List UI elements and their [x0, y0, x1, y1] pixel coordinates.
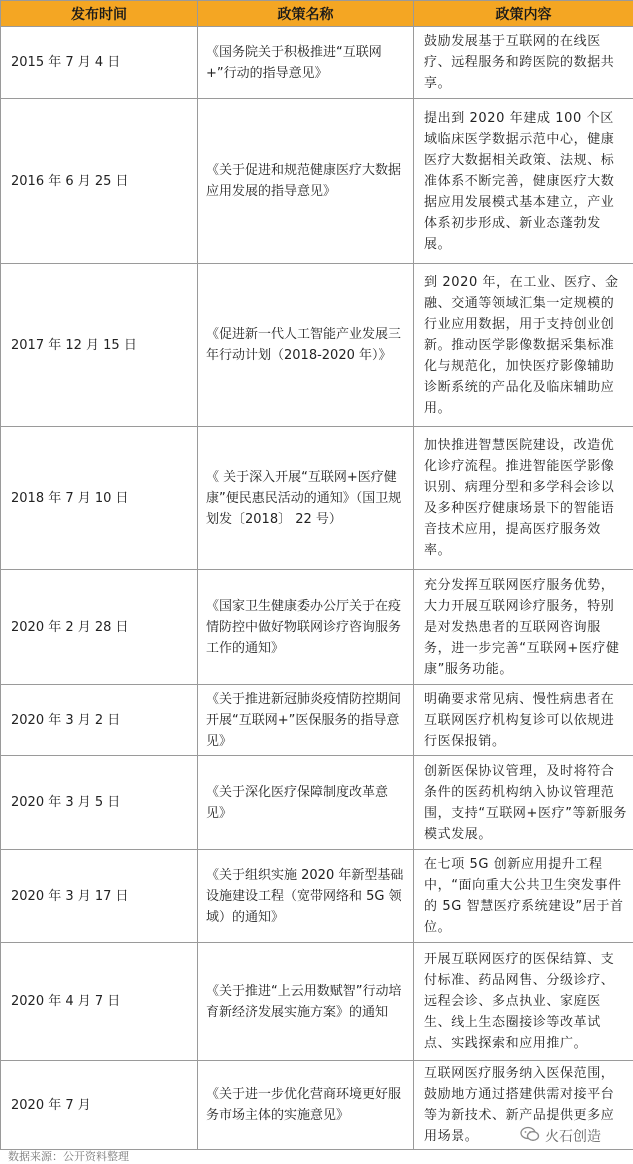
cell-date: 2016 年 6 月 25 日 [1, 99, 198, 264]
wechat-icon [520, 1124, 540, 1148]
cell-policy-content: 创新医保协议管理，及时将符合条件的医药机构纳入协议管理范围，支持“互联网+医疗”等新服务模式发展。 [414, 756, 633, 850]
cell-policy-name: 《关于推进“上云用数赋智”行动培育新经济发展实施方案》的通知 [198, 943, 414, 1061]
table-header-row [1, 1, 633, 27]
cell-policy-name: 《国家卫生健康委办公厅关于在疫情防控中做好物联网诊疗咨询服务工作的通知》 [198, 570, 414, 685]
cell-date: 2020 年 3 月 17 日 [1, 850, 198, 943]
watermark-text: 火石创造 [545, 1126, 601, 1146]
cell-policy-content: 开展互联网医疗的医保结算、支付标准、药品网售、分级诊疗、远程会诊、多点执业、家庭医生、线上生态圈接诊等改革试点、实践探索和应用推广。 [414, 943, 633, 1061]
cell-date: 2017 年 12 月 15 日 [1, 264, 198, 427]
cell-date: 2020 年 4 月 7 日 [1, 943, 198, 1061]
header-date: 发布时间 [1, 1, 198, 27]
cell-date: 2020 年 2 月 28 日 [1, 570, 198, 685]
cell-policy-name: 《促进新一代人工智能产业发展三年行动计划（2018-2020 年）》 [198, 264, 414, 427]
cell-policy-name: 《关于促进和规范健康医疗大数据应用发展的指导意见》 [198, 99, 414, 264]
cell-policy-content: 提出到 2020 年建成 100 个区域临床医学数据示范中心，健康医疗大数据相关政策、法规、标准体系不断完善，健康医疗大数据应用发展模式基本建立，产业体系初步形成、新业态蓬勃发展。 [414, 99, 633, 264]
cell-date: 2020 年 7 月 [1, 1061, 198, 1150]
watermark [520, 1124, 601, 1148]
header-name: 政策名称 [198, 1, 414, 27]
cell-policy-name: 《 关于深入开展“互联网+医疗健康”便民惠民活动的通知》（国卫规划发〔2018〕 22 号） [198, 427, 414, 570]
cell-policy-content: 鼓励发展基于互联网的在线医疗、远程服务和跨医院的数据共享。 [414, 27, 633, 99]
cell-date: 2020 年 3 月 2 日 [1, 685, 198, 756]
table-row [1, 756, 633, 850]
cell-policy-name: 《国务院关于积极推进“互联网+”行动的指导意见》 [198, 27, 414, 99]
table-row [1, 264, 633, 427]
source-note: 数据来源：公开资料整理 [8, 1148, 129, 1164]
cell-policy-content: 加快推进智慧医院建设，改造优化诊疗流程。推进智能医学影像识别、病理分型和多学科会诊以及多种医疗健康场景下的智能语音技术应用，提高医疗服务效率。 [414, 427, 633, 570]
table-row [1, 685, 633, 756]
table-row [1, 850, 633, 943]
cell-policy-content: 明确要求常见病、慢性病患者在互联网医疗机构复诊可以依规进行医保报销。 [414, 685, 633, 756]
cell-policy-name: 《关于组织实施 2020 年新型基础设施建设工程（宽带网络和 5G 领域）的通知》 [198, 850, 414, 943]
table-row [1, 943, 633, 1061]
table-row [1, 27, 633, 99]
header-content: 政策内容 [414, 1, 633, 27]
cell-policy-content: 到 2020 年，在工业、医疗、金融、交通等领域汇集一定规模的行业应用数据，用于支持创业创新。推动医学影像数据采集标准化与规范化，加快医疗影像辅助诊断系统的产品化及临床辅助应用。 [414, 264, 633, 427]
table-row [1, 570, 633, 685]
cell-policy-content: 互联网医疗服务纳入医保范围，鼓励地方通过搭建供需对接平台等为新技术、新产品提供更多应用场景。 [414, 1061, 633, 1150]
cell-policy-name: 《关于推进新冠肺炎疫情防控期间开展“互联网+”医保服务的指导意见》 [198, 685, 414, 756]
cell-date: 2015 年 7 月 4 日 [1, 27, 198, 99]
cell-policy-name: 《关于深化医疗保障制度改革意见》 [198, 756, 414, 850]
cell-policy-content: 在七项 5G 创新应用提升工程中，“面向重大公共卫生突发事件的 5G 智慧医疗系统建设”居于首位。 [414, 850, 633, 943]
table-row [1, 99, 633, 264]
cell-date: 2020 年 3 月 5 日 [1, 756, 198, 850]
table-row [1, 427, 633, 570]
cell-policy-content: 充分发挥互联网医疗服务优势，大力开展互联网诊疗服务，特别是对发热患者的互联网咨询服务，进一步完善“互联网+医疗健康”服务功能。 [414, 570, 633, 685]
cell-date: 2018 年 7 月 10 日 [1, 427, 198, 570]
cell-policy-name: 《关于进一步优化营商环境更好服务市场主体的实施意见》 [198, 1061, 414, 1150]
